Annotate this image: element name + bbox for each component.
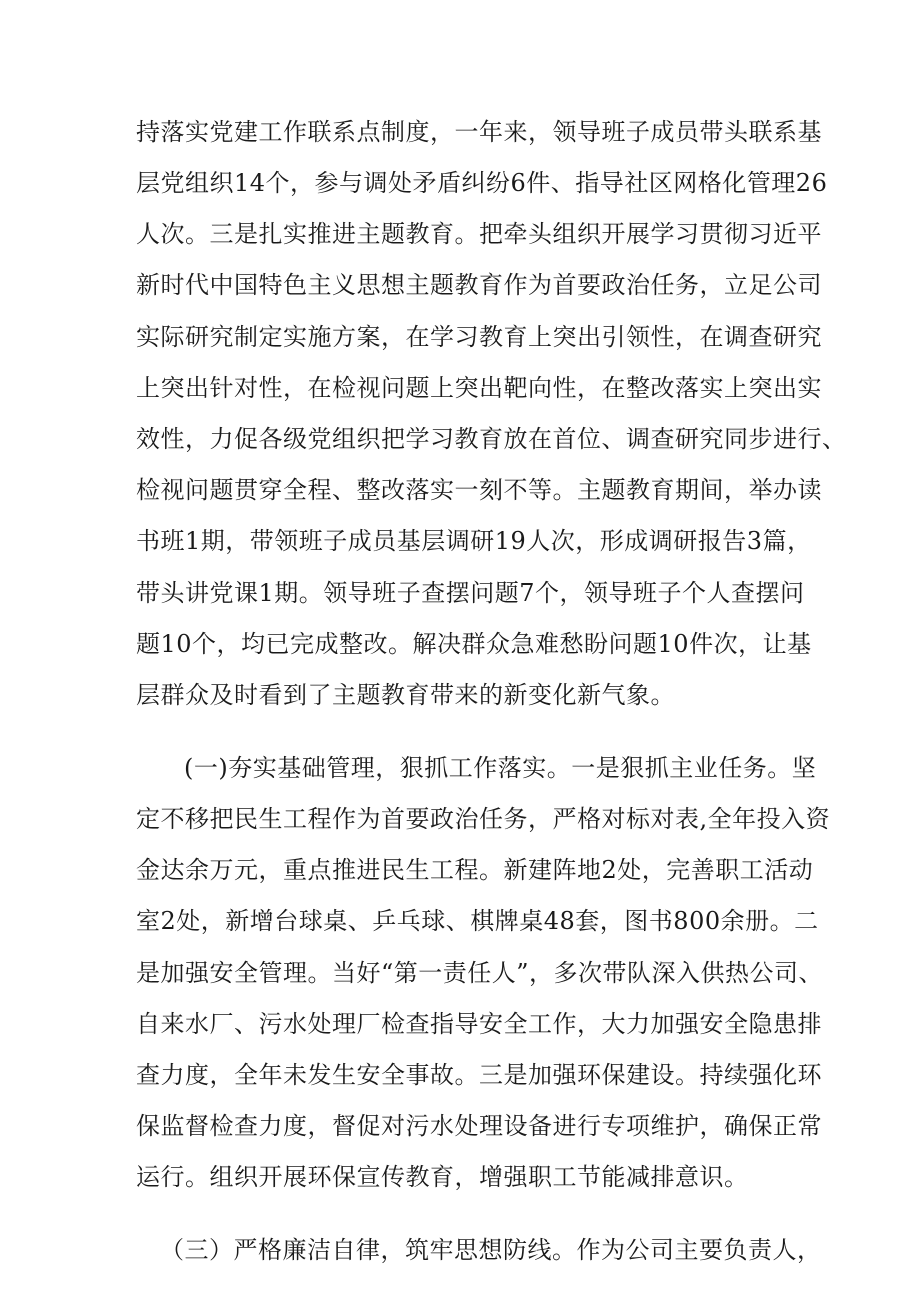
paragraph-line: 持落实党建工作联系点制度，一年来，领导班子成员带头联系基	[136, 118, 822, 146]
paragraph-line: 金达余万元，重点推进民生工程。新建阵地2处，完善职工活动	[136, 856, 814, 884]
paragraph-line: 上突出针对性，在检视问题上突出靶向性，在整改落实上突出实	[136, 374, 822, 402]
paragraph-line: 效性，力促各级党组织把学习教育放在首位、调查研究同步进行、	[136, 425, 847, 453]
paragraph-line: 新时代中国特色主义思想主题教育作为首要政治任务，立足公司	[136, 271, 822, 299]
paragraph-line: 实际研究制定实施方案，在学习教育上突出引领性，在调查研究	[136, 323, 822, 351]
paragraph-line: 人次。三是扎实推进主题教育。把牵头组织开展学习贯彻习近平	[136, 220, 822, 248]
paragraph-line: （三）严格廉洁自律，筑牢思想防线。作为公司主要负责人，	[160, 1236, 822, 1264]
paragraph-line: 层党组织14个，参与调处矛盾纠纷6件、指导社区网格化管理26	[136, 169, 828, 197]
paragraph-line: 层群众及时看到了主题教育带来的新变化新气象。	[136, 681, 675, 709]
paragraph-line: 书班1期，带领班子成员基层调研19人次，形成调研报告3篇，	[136, 527, 812, 555]
paragraph-line: 室2处，新增台球桌、乒乓球、棋牌桌48套，图书800余册。二	[136, 907, 819, 935]
paragraph-line: 保监督检查力度，督促对污水处理设备进行专项维护，确保正常	[136, 1112, 822, 1140]
paragraph-line: 自来水厂、污水处理厂检查指导安全工作，大力加强安全隐患排	[136, 1010, 822, 1038]
paragraph-line: 查力度，全年未发生安全事故。三是加强环保建设。持续强化环	[136, 1061, 822, 1089]
paragraph-line: 定不移把民生工程作为首要政治任务，严格对标对表,全年投入资	[136, 805, 831, 833]
paragraph-line: 检视问题贯穿全程、整改落实一刻不等。主题教育期间，举办读	[136, 476, 822, 504]
paragraph-line: (一)夯实基础管理，狠抓工作落实。一是狠抓主业任务。坚	[184, 754, 817, 782]
paragraph-line: 是加强安全管理。当好“第一责任人”，多次带队深入供热公司、	[136, 959, 824, 987]
paragraph-line: 题10个，均已完成整改。解决群众急难愁盼问题10件次，让基	[136, 630, 812, 658]
paragraph-line: 带头讲党课1期。领导班子查摆问题7个，领导班子个人查摆问	[136, 579, 805, 607]
paragraph-line: 运行。组织开展环保宣传教育，增强职工节能减排意识。	[136, 1163, 749, 1191]
